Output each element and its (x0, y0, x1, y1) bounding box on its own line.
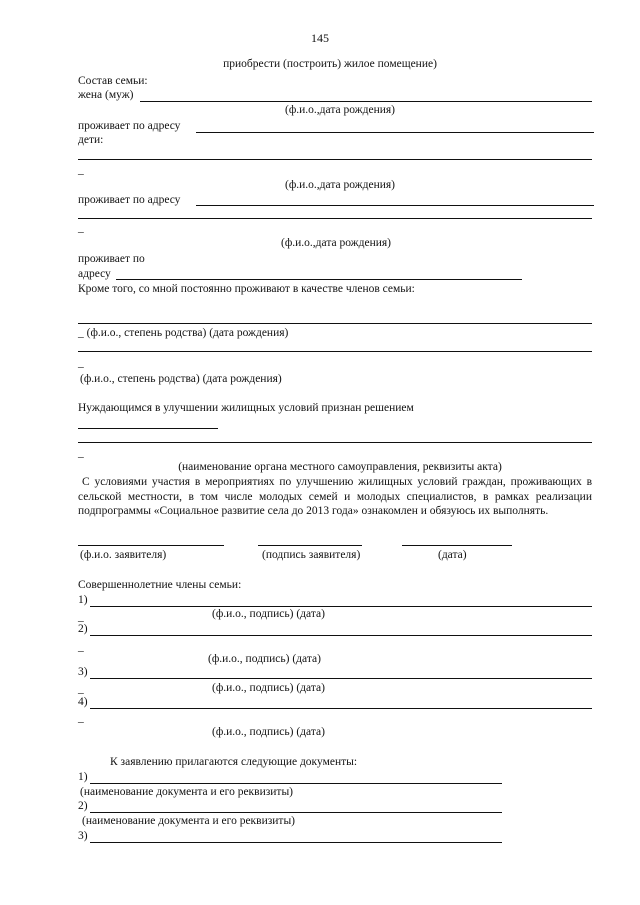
adult-1-number: 1) (78, 594, 88, 606)
dash-2: _ (78, 222, 84, 234)
applicant-date-field[interactable] (402, 545, 512, 546)
children-label: дети: (78, 134, 104, 146)
doc-1-number: 1) (78, 771, 88, 783)
page-subtitle: приобрести (построить) жилое помещение) (223, 58, 437, 70)
doc-1-caption: (наименование документа и его реквизиты) (80, 786, 293, 798)
child-2-address-label-a: проживает по (78, 253, 145, 265)
applicant-fio-caption: (ф.и.о. заявителя) (80, 549, 167, 561)
adult-2-dash: _ (78, 641, 84, 653)
needing-text: Нуждающимся в улучшении жилищных условий признан решением (78, 402, 414, 414)
child-1-address-field[interactable] (196, 205, 594, 206)
dash-1: _ (78, 164, 84, 176)
applicant-sign-caption: (подпись заявителя) (262, 549, 361, 561)
doc-2-caption: (наименование документа и его реквизиты) (82, 815, 295, 827)
adult-4-field[interactable] (90, 708, 592, 709)
spouse-address-label: проживает по адресу (78, 120, 181, 132)
page-number: 145 (311, 31, 329, 45)
conditions-paragraph: С условиями участия в мероприятиях по улучшению жилищных условий граждан, проживающих в сельской местности, в том числе молодых семей и молодых специалистов, в рамках реализации подпрограммы «Социальное развитие села до 2013 года» ознакомлен и обязуюсь их выполнять. (78, 476, 592, 517)
family-heading: Состав семьи: (78, 75, 148, 87)
doc-2-field[interactable] (90, 812, 502, 813)
adult-4-number: 4) (78, 696, 88, 708)
applicant-fio-field[interactable] (78, 545, 224, 546)
child-2-address-field[interactable] (116, 279, 522, 280)
adult-4-dash: _ (78, 712, 84, 724)
adult-3-dash: _ (78, 683, 84, 695)
adult-members-heading: Совершеннолетние члены семьи: (78, 579, 242, 591)
attached-docs-heading: К заявлению прилагаются следующие документы: (110, 756, 358, 768)
relative-1-caption: _ (ф.и.о., степень родства) (дата рождения) (78, 327, 289, 339)
spouse-address-field[interactable] (196, 132, 594, 133)
relative-2-caption: (ф.и.о., степень родства) (дата рождения) (80, 373, 282, 385)
applicant-date-caption: (дата) (438, 549, 467, 561)
doc-1-field[interactable] (90, 783, 502, 784)
adult-2-field[interactable] (90, 635, 592, 636)
child-2-field[interactable] (78, 218, 592, 219)
child-1-address-label: проживает по адресу (78, 194, 181, 206)
decision-short-field[interactable] (78, 428, 218, 429)
adult-2-caption: (ф.и.о., подпись) (дата) (208, 653, 321, 665)
adult-1-caption: (ф.и.о., подпись) (дата) (212, 608, 325, 620)
adult-1-dash: _ (78, 611, 84, 623)
adult-4-caption: (ф.и.о., подпись) (дата) (212, 726, 325, 738)
adult-3-caption: (ф.и.о., подпись) (дата) (212, 682, 325, 694)
spouse-label: жена (муж) (78, 89, 134, 101)
relative-2-field[interactable] (78, 351, 592, 352)
spouse-caption: (ф.и.о.,дата рождения) (284, 104, 396, 116)
adult-2-number: 2) (78, 623, 88, 635)
also-live-text: Кроме того, со мной постоянно проживают в качестве членов семьи: (78, 283, 415, 295)
child-1-field[interactable] (78, 159, 592, 160)
adult-3-field[interactable] (90, 678, 592, 679)
authority-caption: (наименование органа местного самоуправления, реквизиты акта) (178, 461, 502, 473)
applicant-sign-field[interactable] (258, 545, 362, 546)
dash-3: _ (78, 357, 84, 369)
adult-1-field[interactable] (90, 606, 592, 607)
adult-3-number: 3) (78, 666, 88, 678)
child-2-caption: (ф.и.о.,дата рождения) (280, 237, 392, 249)
child-1-caption: (ф.и.о.,дата рождения) (284, 179, 396, 191)
relative-1-field[interactable] (78, 323, 592, 324)
doc-3-field[interactable] (90, 842, 502, 843)
child-2-address-label-b: адресу (78, 268, 111, 280)
spouse-field[interactable] (140, 101, 592, 102)
doc-2-number: 2) (78, 800, 88, 812)
dash-4: _ (78, 447, 84, 459)
doc-3-number: 3) (78, 830, 88, 842)
decision-field[interactable] (78, 442, 592, 443)
